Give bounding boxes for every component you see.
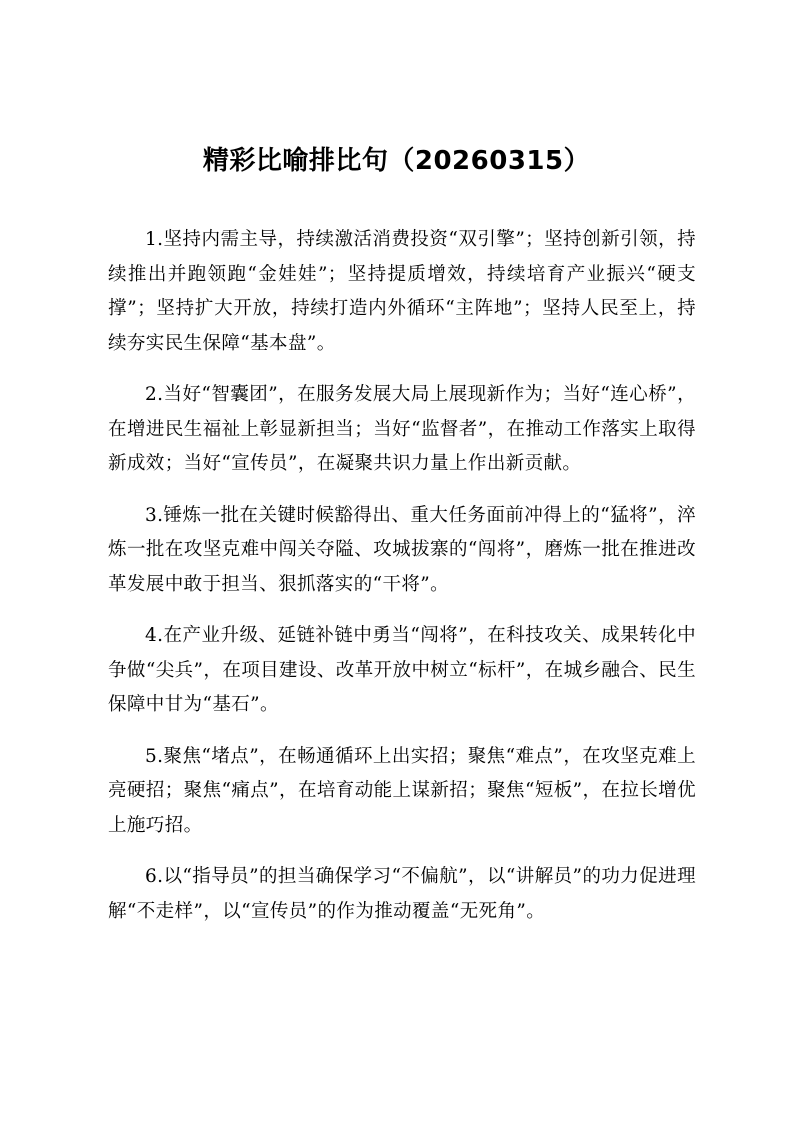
paragraph-5: 5.聚焦“堵点”，在畅通循环上出实招；聚焦“难点”，在攻坚克难上亮硬招；聚焦“痛点”，在培育动能上谋新招；聚焦“短板”，在拉长增优上施巧招。 — [108, 745, 696, 836]
paragraph-4: 4.在产业升级、延链补链中勇当“闯将”，在科技攻关、成果转化中争做“尖兵”，在项目建设、改革开放中树立“标杆”，在城乡融合、民生保障中甘为“基石”。 — [108, 625, 696, 715]
paragraph-2: 2.当好“智囊团”，在服务发展大局上展现新作为；当好“连心桥”，在增进民生福祉上彰显新担当；当好“监督者”，在推动工作落实上取得新成效；当好“宣传员”，在凝聚共识力量上作出新贡献。 — [108, 384, 696, 474]
page-title: 精彩比喻排比句（20260315） — [202, 146, 591, 176]
paragraph-1: 1.坚持内需主导，持续激活消费投资“双引擎”；坚持创新引领，持续推出并跑领跑“金娃娃”；坚持提质增效，持续培育产业振兴“硬支撑”；坚持扩大开放，持续打造内外循环“主阵地”；坚持人民至上，持续夯实民生保障“基本盘”。 — [108, 229, 696, 354]
document-body — [108, 223, 696, 946]
paragraph-3: 3.锤炼一批在关键时候豁得出、重大任务面前冲得上的“猛将”，淬炼一批在攻坚克难中闯关夺隘、攻城拔寨的“闯将”，磨炼一批在推进改革发展中敢于担当、狠抓落实的“干将”。 — [108, 504, 696, 595]
paragraph-6: 6.以“指导员”的担当确保学习“不偏航”，以“讲解员”的功力促进理解“不走样”，以“宣传员”的作为推动覆盖“无死角”。 — [108, 866, 696, 922]
